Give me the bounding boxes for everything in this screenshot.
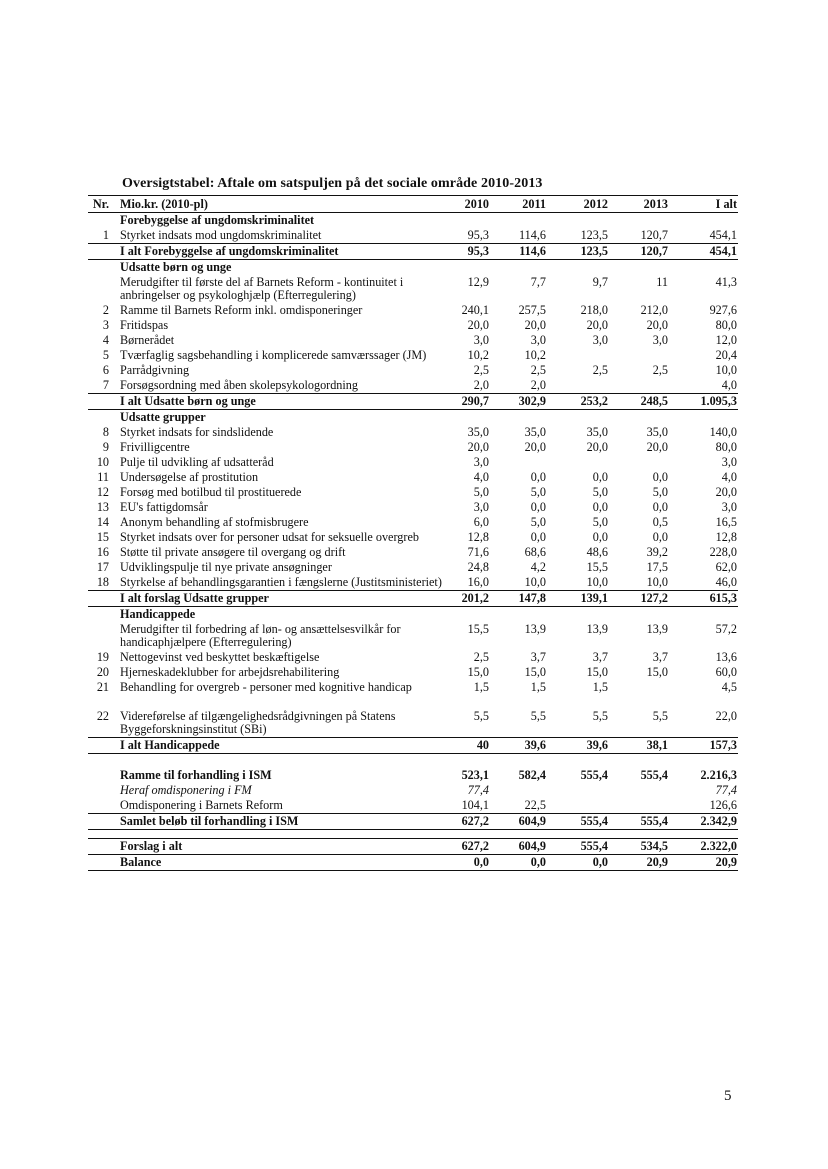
row-number: 5 [102, 348, 109, 362]
value-2013: 20,9 [646, 855, 668, 869]
value-2013: 10,0 [646, 575, 668, 589]
value-2013: 555,4 [640, 768, 668, 782]
row-number: 21 [96, 680, 109, 694]
value-2011: 22,5 [524, 798, 546, 812]
value-2013: 2,5 [652, 363, 668, 377]
total-row [88, 838, 738, 855]
value-2011: 2,5 [530, 363, 546, 377]
value-2010: 6,0 [473, 515, 489, 529]
row-label: I alt Udsatte børn og unge [120, 394, 256, 408]
value-2010: 35,0 [467, 425, 489, 439]
value-2012: 15,0 [586, 665, 608, 679]
table-row [88, 650, 738, 665]
total-row [88, 590, 738, 607]
value-2011: 15,0 [524, 665, 546, 679]
row-number: 15 [96, 530, 109, 544]
row-number: 10 [96, 455, 109, 469]
value-2010: 16,0 [467, 575, 489, 589]
value-2013: 5,5 [652, 709, 668, 723]
value-2013: 120,7 [640, 244, 668, 258]
value-2011: 114,6 [519, 228, 546, 242]
value-2013: 15,0 [646, 665, 668, 679]
row-label: Forslag i alt [120, 839, 183, 853]
value-2010: 3,0 [473, 333, 489, 347]
overview-table [88, 195, 738, 871]
value-total: 228,0 [709, 545, 737, 559]
table-row [88, 575, 738, 590]
value-2012: 0,0 [592, 470, 608, 484]
value-2012: 555,4 [580, 768, 608, 782]
value-2011: 39,6 [524, 738, 546, 752]
value-2011: 10,2 [524, 348, 546, 362]
value-total: 20,9 [715, 855, 737, 869]
section-row [88, 768, 738, 783]
value-2012: 15,5 [586, 560, 608, 574]
value-2012: 2,5 [592, 363, 608, 377]
value-2011: 2,0 [530, 378, 546, 392]
value-2011: 147,8 [518, 591, 546, 605]
table-row [88, 680, 738, 695]
value-2010: 201,2 [461, 591, 489, 605]
table-body [88, 213, 738, 871]
table-row [88, 228, 738, 243]
value-2013: 3,7 [652, 650, 668, 664]
row-label: Udviklingspulje til nye private ansøgninger [120, 560, 332, 574]
value-2010: 15,0 [467, 665, 489, 679]
row-label: I alt forslag Udsatte grupper [120, 591, 269, 605]
value-2012: 5,0 [592, 515, 608, 529]
value-2013: 20,0 [646, 440, 668, 454]
spacer [88, 830, 738, 838]
table-row [88, 545, 738, 560]
page-number: 5 [724, 1088, 732, 1104]
table-row [88, 333, 738, 348]
value-total: 57,2 [715, 622, 737, 636]
row-label: Styrkelse af behandlingsgarantien i fængslerne (Justitsministeriet) [120, 575, 442, 589]
header-total: I alt [715, 197, 737, 211]
value-2012: 9,7 [592, 275, 608, 289]
table-row [88, 348, 738, 363]
row-label: I alt Forebyggelse af ungdomskriminalitet [120, 244, 339, 258]
value-2012: 39,6 [586, 738, 608, 752]
value-total: 41,3 [715, 275, 737, 289]
value-2011: 3,7 [530, 650, 546, 664]
value-2010: 12,8 [467, 530, 489, 544]
row-label: EU's fattigdomsår [120, 500, 208, 514]
value-2012: 1,5 [592, 680, 608, 694]
value-total: 140,0 [709, 425, 737, 439]
value-total: 4,5 [721, 680, 737, 694]
row-label: Forsøgsordning med åben skolepsykologordning [120, 378, 358, 392]
table-row [88, 530, 738, 545]
value-total: 2.216,3 [700, 768, 737, 782]
section-row [88, 260, 738, 275]
value-2011: 114,6 [519, 244, 546, 258]
header-2013: 2013 [643, 197, 668, 211]
row-number: 13 [96, 500, 109, 514]
table-row [88, 470, 738, 485]
value-2012: 3,0 [592, 333, 608, 347]
table-row [88, 318, 738, 333]
value-2011: 20,0 [524, 440, 546, 454]
value-2013: 0,5 [652, 515, 668, 529]
row-label: Merudgifter til forbedring af løn- og ansættelsesvilkår for handicaphjælpere (Efterregulering) [120, 622, 401, 649]
row-label: Heraf omdisponering i FM [120, 783, 252, 797]
value-total: 454,1 [709, 228, 737, 242]
value-total: 10,0 [715, 363, 737, 377]
table-row [88, 275, 738, 303]
value-2011: 5,0 [530, 515, 546, 529]
value-total: 22,0 [715, 709, 737, 723]
row-label: Støtte til private ansøgere til overgang og drift [120, 545, 346, 559]
total-row [88, 783, 738, 798]
value-2010: 2,5 [473, 650, 489, 664]
row-label: Anonym behandling af stofmisbrugere [120, 515, 309, 529]
value-2012: 13,9 [586, 622, 608, 636]
table-header-row [88, 195, 738, 213]
value-total: 80,0 [715, 440, 737, 454]
value-2013: 17,5 [646, 560, 668, 574]
value-2010: 2,5 [473, 363, 489, 377]
value-total: 4,0 [721, 378, 737, 392]
row-label: I alt Handicappede [120, 738, 220, 752]
section-row [88, 213, 738, 228]
total-row [88, 393, 738, 410]
row-number: 1 [102, 228, 109, 242]
value-2010: 77,4 [467, 783, 489, 797]
value-total: 3,0 [721, 455, 737, 469]
value-total: 615,3 [709, 591, 737, 605]
row-number: 17 [96, 560, 109, 574]
value-total: 13,6 [715, 650, 737, 664]
value-2011: 582,4 [518, 768, 546, 782]
value-2011: 13,9 [524, 622, 546, 636]
value-2011: 0,0 [530, 470, 546, 484]
row-number: 22 [96, 709, 109, 723]
value-2012: 139,1 [580, 591, 608, 605]
value-2012: 5,0 [592, 485, 608, 499]
value-2011: 0,0 [530, 500, 546, 514]
value-2011: 257,5 [518, 303, 546, 317]
value-2010: 95,3 [467, 244, 489, 258]
header-label: Mio.kr. (2010-pl) [120, 197, 208, 211]
value-total: 927,6 [709, 303, 737, 317]
value-2012: 35,0 [586, 425, 608, 439]
value-2010: 627,2 [461, 839, 489, 853]
value-2011: 5,0 [530, 485, 546, 499]
value-total: 1.095,3 [700, 394, 737, 408]
value-2011: 0,0 [530, 855, 546, 869]
table-title: Oversigtstabel: Aftale om satspuljen på det sociale område 2010-2013 [122, 176, 543, 191]
value-2010: 104,1 [461, 798, 489, 812]
total-row [88, 737, 738, 754]
table-row [88, 665, 738, 680]
value-2013: 212,0 [640, 303, 668, 317]
value-2012: 20,0 [586, 440, 608, 454]
row-number: 4 [102, 333, 109, 347]
value-2011: 604,9 [518, 814, 546, 828]
row-number: 20 [96, 665, 109, 679]
value-total: 2.342,9 [700, 814, 737, 828]
row-number: 9 [102, 440, 109, 454]
row-label: Parrådgivning [120, 363, 190, 377]
value-total: 12,0 [715, 333, 737, 347]
row-label: Styrket indsats over for personer udsat for seksuelle overgreb [120, 530, 419, 544]
row-label: Børnerådet [120, 333, 175, 347]
row-number: 18 [96, 575, 109, 589]
value-2013: 13,9 [646, 622, 668, 636]
row-number: 19 [96, 650, 109, 664]
row-label: Omdisponering i Barnets Reform [120, 798, 283, 812]
table-row [88, 363, 738, 378]
value-2010: 24,8 [467, 560, 489, 574]
row-label: Handicappede [120, 607, 196, 621]
value-2011: 3,0 [530, 333, 546, 347]
header-2011: 2011 [522, 197, 546, 211]
total-row [88, 855, 738, 871]
value-2010: 20,0 [467, 440, 489, 454]
table-row [88, 378, 738, 393]
value-2013: 534,5 [640, 839, 668, 853]
value-2011: 20,0 [524, 318, 546, 332]
value-2011: 10,0 [524, 575, 546, 589]
row-number: 2 [102, 303, 109, 317]
value-2013: 555,4 [640, 814, 668, 828]
table-row [88, 622, 738, 650]
table-row [88, 500, 738, 515]
table-row [88, 425, 738, 440]
table-row [88, 440, 738, 455]
value-2010: 15,5 [467, 622, 489, 636]
value-2010: 10,2 [467, 348, 489, 362]
value-2010: 2,0 [473, 378, 489, 392]
value-2013: 20,0 [646, 318, 668, 332]
table-row [88, 303, 738, 318]
header-2010: 2010 [464, 197, 489, 211]
value-2011: 604,9 [518, 839, 546, 853]
spacer [88, 754, 738, 768]
value-2010: 4,0 [473, 470, 489, 484]
row-label: Styrket indsats mod ungdomskriminalitet [120, 228, 322, 242]
value-total: 2.322,0 [700, 839, 737, 853]
value-total: 4,0 [721, 470, 737, 484]
value-2011: 1,5 [530, 680, 546, 694]
value-total: 157,3 [709, 738, 737, 752]
value-2010: 3,0 [473, 455, 489, 469]
value-total: 62,0 [715, 560, 737, 574]
value-total: 77,4 [715, 783, 737, 797]
value-total: 20,0 [715, 485, 737, 499]
row-number: 14 [96, 515, 109, 529]
value-2013: 5,0 [652, 485, 668, 499]
value-2010: 523,1 [461, 768, 489, 782]
value-2012: 0,0 [592, 855, 608, 869]
value-total: 454,1 [709, 244, 737, 258]
value-2011: 35,0 [524, 425, 546, 439]
value-2011: 4,2 [530, 560, 546, 574]
row-label: Nettogevinst ved beskyttet beskæftigelse [120, 650, 320, 664]
value-2012: 555,4 [580, 814, 608, 828]
value-total: 20,4 [715, 348, 737, 362]
value-total: 3,0 [721, 500, 737, 514]
row-label: Tværfaglig sagsbehandling i komplicerede samværssager (JM) [120, 348, 427, 362]
table-row [88, 485, 738, 500]
value-total: 60,0 [715, 665, 737, 679]
section-row [88, 607, 738, 622]
table-row [88, 709, 738, 737]
table-row [88, 515, 738, 530]
table-row [88, 455, 738, 470]
row-label: Udsatte grupper [120, 410, 206, 424]
row-label: Styrket indsats for sindslidende [120, 425, 274, 439]
value-2011: 7,7 [530, 275, 546, 289]
value-2010: 12,9 [467, 275, 489, 289]
value-2010: 20,0 [467, 318, 489, 332]
value-2010: 40 [476, 738, 489, 752]
value-2013: 38,1 [646, 738, 668, 752]
row-number: 12 [96, 485, 109, 499]
section-row [88, 410, 738, 425]
value-2013: 35,0 [646, 425, 668, 439]
value-2012: 10,0 [586, 575, 608, 589]
value-2012: 555,4 [580, 839, 608, 853]
value-2010: 240,1 [461, 303, 489, 317]
value-2010: 627,2 [461, 814, 489, 828]
value-total: 12,8 [715, 530, 737, 544]
spacer [88, 695, 738, 709]
total-row [88, 798, 738, 814]
value-2010: 1,5 [473, 680, 489, 694]
row-label: Balance [120, 855, 162, 869]
value-2012: 253,2 [580, 394, 608, 408]
row-number: 3 [102, 318, 109, 332]
row-number: 7 [102, 378, 109, 392]
value-2011: 0,0 [530, 530, 546, 544]
row-label: Forebyggelse af ungdomskriminalitet [120, 213, 315, 227]
value-2012: 3,7 [592, 650, 608, 664]
row-label: Samlet beløb til forhandling i ISM [120, 814, 299, 828]
value-total: 46,0 [715, 575, 737, 589]
total-row [88, 814, 738, 830]
value-2010: 5,0 [473, 485, 489, 499]
value-total: 16,5 [715, 515, 737, 529]
header-2012: 2012 [583, 197, 608, 211]
row-label: Undersøgelse af prostitution [120, 470, 259, 484]
value-2013: 0,0 [652, 530, 668, 544]
row-label: Pulje til udvikling af udsatteråd [120, 455, 274, 469]
value-total: 126,6 [709, 798, 737, 812]
row-label: Ramme til forhandling i ISM [120, 768, 272, 782]
table-row [88, 560, 738, 575]
value-2013: 248,5 [640, 394, 668, 408]
value-2010: 5,5 [473, 709, 489, 723]
value-2011: 5,5 [530, 709, 546, 723]
row-label: Ramme til Barnets Reform inkl. omdisponeringer [120, 303, 363, 317]
value-2010: 0,0 [473, 855, 489, 869]
value-2012: 20,0 [586, 318, 608, 332]
value-2011: 68,6 [524, 545, 546, 559]
value-2010: 3,0 [473, 500, 489, 514]
value-2010: 290,7 [461, 394, 489, 408]
row-label: Forsøg med botilbud til prostituerede [120, 485, 302, 499]
row-number: 11 [97, 470, 109, 484]
value-2013: 127,2 [640, 591, 668, 605]
value-2013: 120,7 [640, 228, 668, 242]
row-label: Frivilligcentre [120, 440, 190, 454]
value-2013: 39,2 [646, 545, 668, 559]
row-label: Merudgifter til første del af Barnets Reform - kontinuitet i anbringelser og psykologhjælp (Efterregulering) [120, 275, 404, 302]
value-2013: 0,0 [652, 470, 668, 484]
row-number: 6 [102, 363, 109, 377]
value-2013: 0,0 [652, 500, 668, 514]
header-nr: Nr. [92, 197, 109, 211]
value-total: 80,0 [715, 318, 737, 332]
value-2012: 123,5 [580, 244, 608, 258]
value-2012: 218,0 [580, 303, 608, 317]
value-2010: 95,3 [467, 228, 489, 242]
value-2012: 48,6 [586, 545, 608, 559]
value-2012: 123,5 [580, 228, 608, 242]
row-label: Fritidspas [120, 318, 169, 332]
value-2010: 71,6 [467, 545, 489, 559]
row-number: 16 [96, 545, 109, 559]
value-2012: 0,0 [592, 500, 608, 514]
value-2012: 5,5 [592, 709, 608, 723]
row-label: Behandling for overgreb - personer med kognitive handicap [120, 680, 412, 694]
value-2013: 11 [656, 275, 668, 289]
row-label: Videreførelse af tilgængelighedsrådgivningen på Statens Byggeforskningsinstitut (SBi) [120, 709, 396, 736]
row-label: Udsatte børn og unge [120, 260, 232, 274]
total-row [88, 243, 738, 260]
value-2011: 302,9 [518, 394, 546, 408]
value-2012: 0,0 [592, 530, 608, 544]
value-2013: 3,0 [652, 333, 668, 347]
row-label: Hjerneskadeklubber for arbejdsrehabilitering [120, 665, 340, 679]
row-number: 8 [102, 425, 109, 439]
